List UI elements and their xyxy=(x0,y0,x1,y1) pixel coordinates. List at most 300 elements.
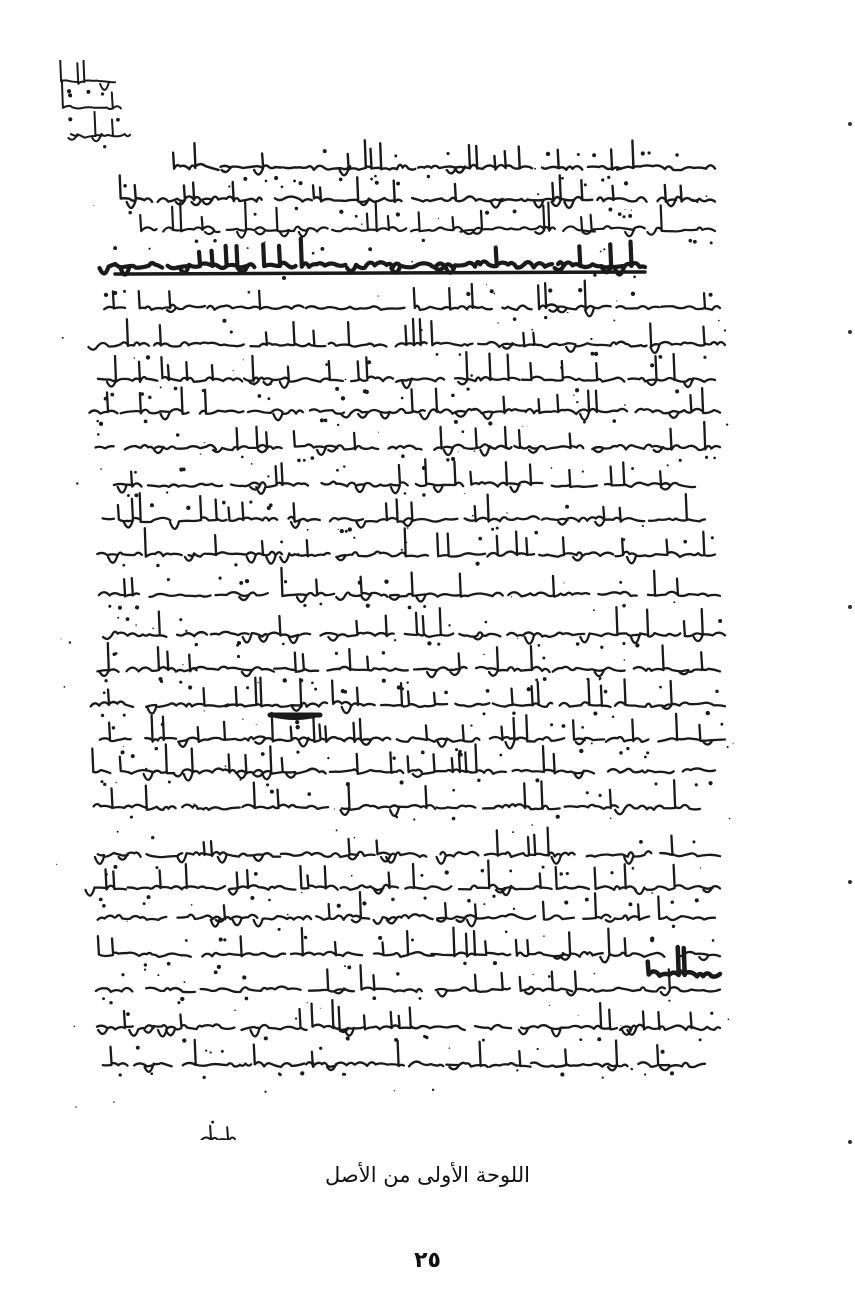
ink-dot xyxy=(296,750,299,753)
ink-dot xyxy=(535,778,539,782)
ink-dot xyxy=(134,493,138,497)
ink-stroke xyxy=(520,972,573,994)
ink-stroke xyxy=(617,141,715,170)
ink-dot xyxy=(295,720,299,724)
ink-dot xyxy=(347,965,351,969)
ink-dot xyxy=(710,241,713,244)
ink-stroke xyxy=(327,649,407,671)
ink-dot xyxy=(516,1069,518,1071)
ink-stroke xyxy=(244,356,343,388)
ink-dot xyxy=(250,896,254,900)
ink-dot xyxy=(136,1046,140,1050)
ink-dot xyxy=(145,768,147,770)
ink-dot xyxy=(595,712,597,714)
ink-dot xyxy=(108,605,111,608)
ink-dot xyxy=(543,935,545,937)
ink-dot xyxy=(127,494,130,497)
ink-dot xyxy=(392,757,395,760)
ink-dot xyxy=(109,1001,112,1004)
ink-dot xyxy=(404,492,407,495)
ink-dot xyxy=(167,962,171,966)
ink-dot xyxy=(97,433,100,436)
ink-dot xyxy=(538,644,541,647)
ink-dot xyxy=(135,624,137,626)
ink-dot xyxy=(341,396,345,400)
ink-dot xyxy=(313,1066,315,1068)
ink-stroke xyxy=(491,175,592,208)
ink-stroke xyxy=(617,306,659,309)
ink-dot xyxy=(377,295,378,296)
ink-stroke xyxy=(390,573,425,600)
ink-dot xyxy=(56,864,57,865)
ink-dot xyxy=(261,752,265,756)
ink-dot xyxy=(320,1008,321,1009)
ink-stroke xyxy=(583,215,645,236)
ink-stroke xyxy=(158,182,262,205)
ink-dot xyxy=(327,757,329,759)
ink-dot xyxy=(616,300,617,301)
handwritten-manuscript-image xyxy=(55,60,735,1140)
ink-dot xyxy=(486,284,487,285)
ink-dot xyxy=(301,892,303,894)
ink-dot xyxy=(621,1025,622,1026)
ink-dot xyxy=(543,677,547,681)
ink-dot xyxy=(537,1048,539,1050)
ink-dot xyxy=(635,643,639,647)
ink-dot xyxy=(612,715,615,718)
ink-dot xyxy=(121,973,124,976)
ink-dot xyxy=(578,1015,579,1016)
ink-dot xyxy=(703,356,706,359)
ink-dot xyxy=(597,1037,601,1041)
ink-dot xyxy=(267,475,269,477)
ink-dot xyxy=(452,817,456,821)
ink-dot xyxy=(340,529,344,533)
ink-stroke xyxy=(301,239,346,267)
ink-dot xyxy=(127,921,128,922)
ink-stroke xyxy=(539,537,613,560)
ink-stroke xyxy=(96,988,132,992)
ink-dot xyxy=(182,468,186,472)
ink-dot xyxy=(607,176,610,179)
ink-stroke xyxy=(216,592,268,600)
ink-stroke xyxy=(432,928,511,957)
ink-dot xyxy=(632,867,635,870)
ink-dot xyxy=(335,652,338,655)
ink-dot xyxy=(63,686,65,688)
ink-dot xyxy=(105,873,108,876)
ink-stroke xyxy=(620,1011,720,1034)
ink-dot xyxy=(241,456,244,459)
ink-dot xyxy=(118,517,119,518)
ink-dot xyxy=(695,783,698,786)
ink-stroke xyxy=(595,864,636,890)
ink-dot xyxy=(126,617,130,621)
ink-dot xyxy=(452,789,455,792)
ink-dot xyxy=(542,656,545,659)
ink-stroke xyxy=(377,841,427,863)
ink-stroke xyxy=(254,916,311,926)
ink-dot xyxy=(563,582,564,583)
ink-dot xyxy=(266,783,269,786)
ink-stroke xyxy=(139,291,205,312)
ink-stroke xyxy=(506,715,565,748)
ink-dot xyxy=(278,928,281,931)
ink-stroke xyxy=(310,409,344,413)
ink-stroke xyxy=(437,852,479,864)
ink-dot xyxy=(629,902,633,906)
ink-stroke xyxy=(251,322,326,346)
ink-stroke xyxy=(446,248,552,273)
ink-dot xyxy=(644,756,647,759)
ink-dot xyxy=(186,506,190,510)
ink-dot xyxy=(188,685,192,689)
ink-dot xyxy=(216,266,218,268)
ink-stroke xyxy=(598,592,636,596)
ink-dot xyxy=(482,712,485,715)
ink-dot xyxy=(155,866,158,869)
ink-stroke xyxy=(174,749,246,781)
ink-dot xyxy=(234,563,237,566)
ink-dot xyxy=(679,459,682,462)
ink-dot xyxy=(144,420,148,424)
ink-stroke xyxy=(476,646,549,676)
ink-dot xyxy=(548,288,552,292)
ink-dot xyxy=(579,1038,582,1041)
ink-dot xyxy=(566,263,567,264)
ink-dot xyxy=(378,432,379,433)
ink-stroke xyxy=(96,446,114,448)
ink-dot xyxy=(161,723,164,726)
ink-dot xyxy=(400,780,404,784)
ink-dot xyxy=(319,603,322,606)
ink-dot xyxy=(639,840,643,844)
ink-dot xyxy=(505,930,508,933)
ink-stroke xyxy=(103,518,114,519)
ink-stroke xyxy=(306,1041,404,1070)
ink-stroke xyxy=(120,744,174,779)
ink-stroke xyxy=(519,1003,617,1036)
ink-dot xyxy=(628,214,632,218)
ink-dot xyxy=(242,719,243,720)
ink-dot xyxy=(118,606,122,610)
ink-dot xyxy=(706,195,708,197)
ink-stroke xyxy=(178,905,258,926)
ink-dot xyxy=(560,872,563,875)
ink-dot xyxy=(366,604,370,608)
ink-stroke xyxy=(650,323,725,353)
ink-dot xyxy=(566,872,569,875)
ink-dot xyxy=(631,210,632,211)
ink-dot xyxy=(117,617,119,619)
ink-dot xyxy=(167,578,170,581)
ink-dot xyxy=(132,485,134,487)
ink-stroke xyxy=(396,319,427,347)
ink-dot xyxy=(156,564,159,567)
ink-dot xyxy=(254,872,258,876)
ink-dot xyxy=(659,686,662,689)
ink-stroke xyxy=(309,969,354,993)
ink-dot xyxy=(353,537,355,539)
ink-dot xyxy=(461,430,464,433)
ink-dot xyxy=(96,420,99,423)
ink-dot xyxy=(344,965,346,967)
ink-stroke xyxy=(588,150,621,170)
ink-dot xyxy=(284,580,287,583)
ink-dot xyxy=(222,319,226,323)
ink-dot xyxy=(264,1036,268,1040)
ink-stroke xyxy=(605,463,695,490)
margin-mark xyxy=(848,1140,852,1144)
ink-dot xyxy=(370,178,373,181)
ink-dot xyxy=(706,711,710,715)
ink-dot xyxy=(513,317,517,321)
ink-stroke xyxy=(455,703,489,706)
ink-dot xyxy=(146,355,150,359)
ink-dot xyxy=(493,961,497,965)
ink-dot xyxy=(113,291,117,295)
ink-dot xyxy=(324,419,328,423)
ink-stroke xyxy=(243,783,329,809)
ink-dot xyxy=(239,779,241,781)
ink-dot xyxy=(339,178,343,182)
ink-stroke xyxy=(178,722,266,747)
ink-dot xyxy=(591,742,593,744)
ink-dot xyxy=(513,908,515,910)
ink-stroke xyxy=(129,1015,234,1037)
ink-stroke xyxy=(465,495,539,522)
ink-stroke xyxy=(470,462,542,492)
ink-dot xyxy=(101,92,104,95)
ink-dot xyxy=(483,454,484,455)
ink-stroke xyxy=(487,532,534,557)
ink-dot xyxy=(179,618,182,621)
ink-dot xyxy=(396,212,400,216)
ink-dot xyxy=(311,456,315,460)
ink-stroke xyxy=(566,342,646,352)
ink-dot xyxy=(122,564,125,567)
ink-dot xyxy=(448,624,450,626)
ink-dot xyxy=(67,89,71,93)
ink-dot xyxy=(485,211,489,215)
ink-stroke xyxy=(275,197,312,202)
ink-dot xyxy=(616,887,617,888)
ink-stroke xyxy=(281,568,334,602)
ink-dot xyxy=(492,895,495,898)
ink-dot xyxy=(720,723,723,726)
ink-dot xyxy=(219,938,223,942)
ink-dot xyxy=(303,459,306,462)
ink-dot xyxy=(699,1038,702,1041)
ink-dot xyxy=(658,355,662,359)
ink-stroke xyxy=(325,719,390,745)
ink-dot xyxy=(300,1071,304,1075)
ink-stroke xyxy=(493,682,552,707)
ink-stroke xyxy=(459,632,500,639)
ink-stroke xyxy=(658,714,725,745)
ink-dot xyxy=(358,581,362,585)
ink-dot xyxy=(622,538,625,541)
ink-stroke xyxy=(100,264,123,273)
ink-dot xyxy=(509,870,512,873)
ink-dot xyxy=(101,714,104,717)
ink-stroke xyxy=(653,681,725,709)
ink-dot xyxy=(470,374,473,377)
ink-dot xyxy=(667,464,669,466)
ink-dot xyxy=(394,154,397,157)
ink-dot xyxy=(644,1073,646,1075)
ink-dot xyxy=(338,529,339,530)
ink-dot xyxy=(624,404,626,406)
ink-dot xyxy=(134,471,137,474)
ink-dot xyxy=(486,689,490,693)
ink-stroke xyxy=(648,571,720,596)
ink-dot xyxy=(413,818,415,820)
ink-dot xyxy=(542,866,545,869)
ink-dot xyxy=(527,687,531,691)
ink-dot xyxy=(432,1089,434,1091)
ink-dot xyxy=(297,459,301,463)
ink-dot xyxy=(233,370,234,371)
ink-dot xyxy=(670,1071,674,1075)
ink-stroke xyxy=(654,422,720,452)
ink-dot xyxy=(279,1073,282,1076)
ink-dot xyxy=(304,936,307,939)
ink-dot xyxy=(337,904,341,908)
ink-dot xyxy=(353,482,355,484)
ink-stroke xyxy=(638,1045,705,1070)
ink-stroke xyxy=(125,445,216,453)
ink-stroke xyxy=(447,145,532,173)
ink-dot xyxy=(395,816,398,819)
ink-dot xyxy=(144,963,147,966)
margin-mark xyxy=(848,605,852,609)
ink-dot xyxy=(709,293,713,297)
ink-stroke xyxy=(146,988,195,992)
ink-dot xyxy=(126,1012,130,1016)
ink-dot xyxy=(715,690,718,693)
ink-dot xyxy=(464,493,465,494)
ink-stroke xyxy=(98,356,157,386)
ink-dot xyxy=(534,168,536,170)
ink-dot xyxy=(152,627,154,629)
ink-dot xyxy=(247,247,249,249)
ink-dot xyxy=(345,530,348,533)
ink-dot xyxy=(646,751,649,754)
ink-dot xyxy=(182,664,183,665)
ink-dot xyxy=(531,329,533,331)
ink-dot xyxy=(342,1073,345,1076)
ink-dot xyxy=(311,682,314,685)
ink-dot xyxy=(274,176,278,180)
ink-dot xyxy=(427,641,431,645)
ink-dot xyxy=(449,1047,450,1048)
manuscript-facsimile xyxy=(55,60,735,1140)
ink-stroke xyxy=(322,465,408,493)
ink-dot xyxy=(69,94,72,97)
ink-dot xyxy=(115,782,116,783)
ink-dot xyxy=(254,213,257,216)
ink-stroke xyxy=(647,205,715,234)
ink-dot xyxy=(103,783,106,786)
ink-stroke xyxy=(381,683,447,707)
ink-stroke xyxy=(416,459,463,492)
ink-dot xyxy=(391,898,394,901)
ink-dot xyxy=(372,996,376,1000)
ink-stroke xyxy=(508,576,589,597)
ink-stroke xyxy=(455,352,519,384)
ink-dot xyxy=(629,1028,631,1030)
ink-dot xyxy=(155,747,158,750)
ink-dot xyxy=(236,644,239,647)
ink-dot xyxy=(718,619,722,623)
ink-dot xyxy=(581,726,584,729)
ink-dot xyxy=(397,685,401,689)
ink-stroke xyxy=(475,1025,511,1029)
ink-dot xyxy=(239,581,243,585)
ink-stroke xyxy=(92,749,110,773)
ink-stroke xyxy=(195,667,274,676)
ink-dot xyxy=(401,687,404,690)
ink-stroke xyxy=(227,202,328,237)
ink-dot xyxy=(100,468,102,470)
ink-dot xyxy=(195,643,198,646)
ink-dot xyxy=(299,181,303,185)
ink-dot xyxy=(436,353,439,356)
ink-dot xyxy=(396,182,400,186)
ink-stroke xyxy=(629,354,716,387)
ink-stroke xyxy=(116,915,166,920)
ink-dot xyxy=(134,357,136,359)
ink-stroke xyxy=(542,507,645,526)
ink-stroke xyxy=(127,647,197,672)
ink-stroke xyxy=(374,914,433,923)
ink-stroke xyxy=(183,1040,251,1067)
ink-stroke xyxy=(411,212,463,231)
ink-stroke xyxy=(161,357,242,382)
ink-stroke xyxy=(114,472,142,493)
ink-dot xyxy=(499,754,502,757)
ink-dot xyxy=(683,540,687,544)
ink-dot xyxy=(75,1106,76,1107)
ink-stroke xyxy=(263,244,296,267)
ink-dot xyxy=(375,181,379,185)
ink-dot xyxy=(488,421,492,425)
ink-dot xyxy=(467,899,471,903)
ink-dot xyxy=(624,181,628,185)
ink-stroke xyxy=(168,246,255,273)
ink-stroke xyxy=(100,723,131,741)
ink-dot xyxy=(733,743,734,744)
ink-stroke xyxy=(98,916,115,920)
ink-stroke xyxy=(341,389,425,418)
ink-dot xyxy=(506,512,507,513)
ink-dot xyxy=(534,531,538,535)
ink-stroke xyxy=(118,493,170,527)
ink-dot xyxy=(176,433,180,437)
ink-dot xyxy=(564,900,568,904)
ink-dot xyxy=(689,239,693,243)
ink-dot xyxy=(463,962,466,965)
ink-dot xyxy=(104,397,108,401)
ink-dot xyxy=(204,710,205,711)
ink-dot xyxy=(603,248,605,250)
ink-dot xyxy=(583,421,586,424)
ink-dot xyxy=(406,681,408,683)
ink-stroke xyxy=(583,893,610,919)
ink-dot xyxy=(307,529,309,531)
ink-stroke xyxy=(658,897,715,921)
